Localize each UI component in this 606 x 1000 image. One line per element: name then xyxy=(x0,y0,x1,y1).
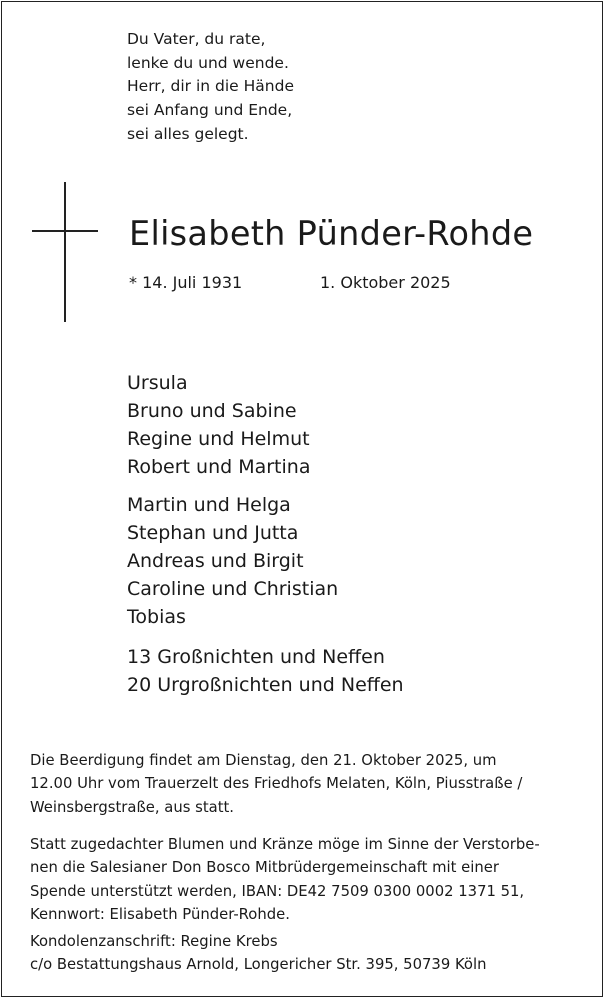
donation-request xyxy=(30,833,540,927)
donation-line: Statt zugedachter Blumen und Kränze möge im Sinne der Verstorbe- xyxy=(30,836,540,853)
funeral-details xyxy=(30,749,522,819)
funeral-line: Die Beerdigung findet am Dienstag, den 21. Oktober 2025, um xyxy=(30,752,497,769)
mourner-entry: Caroline und Christian xyxy=(127,578,339,600)
poem-line: sei Anfang und Ende, xyxy=(127,101,293,120)
donation-line: Kennwort: Elisabeth Pünder-Rohde. xyxy=(30,906,290,924)
deceased-name: Elisabeth Pünder-Rohde xyxy=(129,214,534,253)
poem-line: Du Vater, du rate, xyxy=(127,30,266,48)
mourner-entry: Ursula xyxy=(127,372,188,394)
funeral-line: 12.00 Uhr vom Trauerzelt des Friedhofs Melaten, Köln, Piusstraße / xyxy=(30,775,523,793)
mourners-group-grandchildren xyxy=(127,491,338,631)
cross-vertical-bar xyxy=(64,182,66,322)
mourner-entry: Regine und Helmut xyxy=(127,428,310,450)
mourner-entry: Robert und Martina xyxy=(127,456,311,478)
mourner-entry: Bruno und Sabine xyxy=(127,400,297,422)
birth-date: * 14. Juli 1931 xyxy=(129,273,243,292)
poem-line: sei alles gelegt. xyxy=(127,124,249,143)
donation-line: nen die Salesianer Don Bosco Mitbrüdergemeinschaft mit einer xyxy=(30,859,499,877)
poem-line: lenke du und wende. xyxy=(127,53,289,72)
mourner-entry: Stephan und Jutta xyxy=(127,522,299,544)
funeral-line: Weinsbergstraße, aus statt. xyxy=(30,798,235,816)
mourner-entry: 20 Urgroßnichten und Neffen xyxy=(127,674,404,696)
mourners-group-extended xyxy=(127,643,404,699)
mourner-entry: Andreas und Birgit xyxy=(127,550,304,572)
condolence-line: Kondolenzanschrift: Regine Krebs xyxy=(30,933,278,950)
cross-horizontal-bar xyxy=(32,230,98,232)
mourners-group-children xyxy=(127,369,310,481)
mourner-entry: Tobias xyxy=(127,606,186,628)
condolence-address xyxy=(30,930,486,977)
poem xyxy=(127,28,294,147)
donation-line: Spende unterstützt werden, IBAN: DE42 7509 0300 0002 1371 51, xyxy=(30,882,525,900)
mourner-entry: 13 Großnichten und Neffen xyxy=(127,646,385,668)
death-date: 1. Oktober 2025 xyxy=(320,273,451,292)
mourner-entry: Martin und Helga xyxy=(127,494,291,516)
condolence-line: c/o Bestattungshaus Arnold, Longericher Str. 395, 50739 Köln xyxy=(30,956,487,974)
poem-line: Herr, dir in die Hände xyxy=(127,77,294,96)
